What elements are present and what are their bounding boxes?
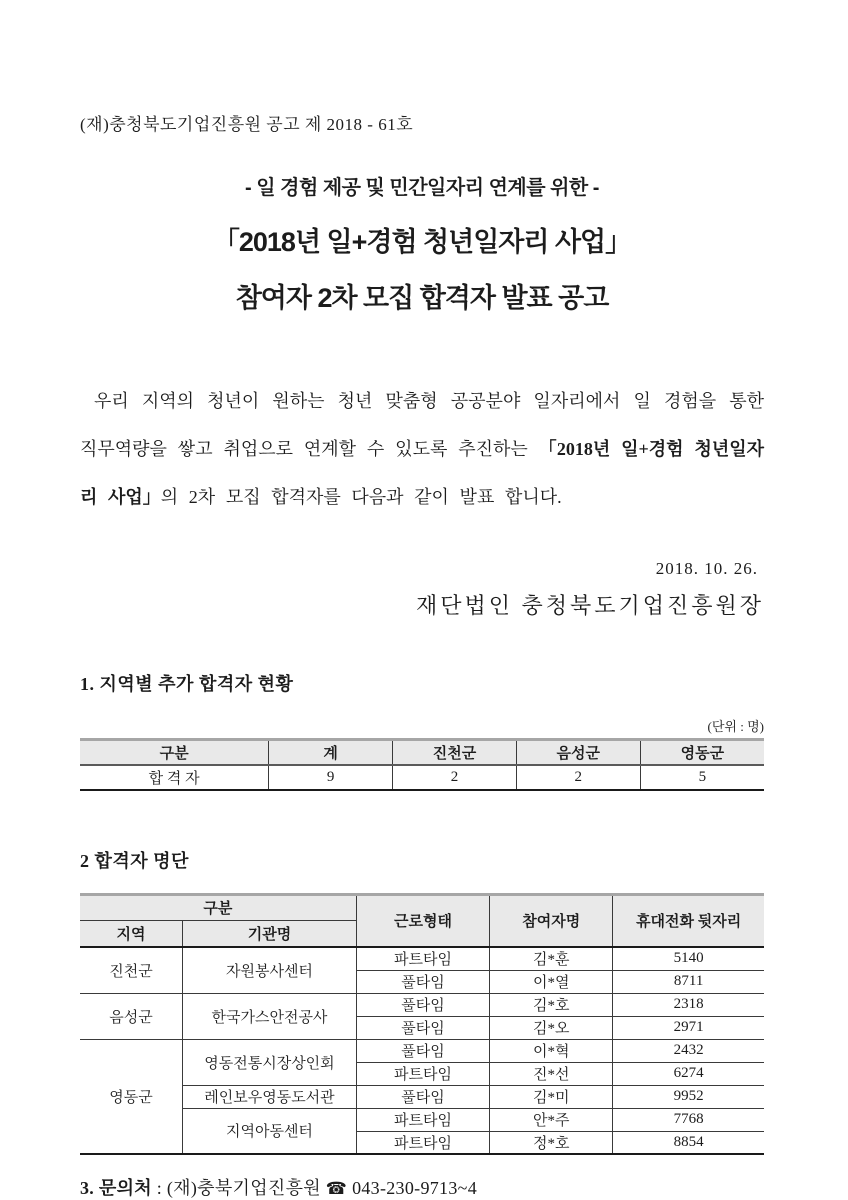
title-block [80, 171, 764, 315]
body-text-post: 의 2차 모집 합격자를 다음과 같이 발표 합니다. [160, 487, 562, 507]
summary-header-total: 계 [269, 740, 393, 765]
pass-list-header-row1 [80, 894, 764, 920]
cell-name: 김*훈 [490, 947, 613, 970]
body-paragraph [80, 377, 764, 521]
header-worktype: 근로형태 [356, 894, 489, 947]
summary-header-yeongdong: 영동군 [640, 740, 764, 765]
cell-name: 이*혁 [490, 1039, 613, 1062]
section2-heading: 2 합격자 명단 [80, 850, 189, 871]
cell-phone: 8854 [613, 1131, 764, 1154]
cell-worktype: 풀타임 [356, 993, 489, 1016]
cell-phone: 5140 [613, 947, 764, 970]
summary-table [80, 738, 764, 791]
cell-phone: 8711 [613, 970, 764, 993]
summary-data-row [80, 765, 764, 790]
cell-org: 레인보우영동도서관 [183, 1085, 357, 1108]
notice-number: (재)충청북도기업진흥원 공고 제 2018 - 61호 [80, 115, 414, 134]
cell-phone: 2432 [613, 1039, 764, 1062]
signer-name: 재단법인 충청북도기업진흥원장 [415, 593, 764, 618]
summary-header-gubun: 구분 [80, 740, 269, 765]
contact-separator: : [151, 1178, 167, 1198]
summary-header-row [80, 740, 764, 765]
cell-name: 정*호 [490, 1131, 613, 1154]
cell-org: 영동전통시장상인회 [183, 1039, 357, 1085]
contact-heading: 3. 문의처 [80, 1178, 152, 1198]
cell-name: 김*호 [490, 993, 613, 1016]
cell-org: 지역아동센터 [183, 1108, 357, 1154]
summary-header-jincheon: 진천군 [393, 740, 517, 765]
title-subtitle: - 일 경험 제공 및 민간일자리 연계를 위한 - [245, 177, 599, 199]
header-org: 기관명 [183, 920, 357, 947]
cell-phone: 7768 [613, 1108, 764, 1131]
cell-name: 안*주 [490, 1108, 613, 1131]
pass-row [80, 1085, 764, 1108]
contact-org: (재)충북기업진흥원 [166, 1178, 326, 1198]
cell-phone: 6274 [613, 1062, 764, 1085]
cell-org: 자원봉사센터 [183, 947, 357, 993]
cell-worktype: 파트타임 [356, 1108, 489, 1131]
pass-row [80, 1108, 764, 1131]
summary-header-eumseong: 음성군 [516, 740, 640, 765]
cell-region: 영동군 [80, 1039, 183, 1154]
cell-worktype: 파트타임 [356, 1062, 489, 1085]
pass-list-table [80, 893, 764, 1156]
cell-phone: 2318 [613, 993, 764, 1016]
cell-phone: 2971 [613, 1016, 764, 1039]
cell-worktype: 파트타임 [356, 947, 489, 970]
cell-worktype: 파트타임 [356, 1131, 489, 1154]
cell-worktype: 풀타임 [356, 1039, 489, 1062]
header-phone: 휴대전화 뒷자리 [613, 894, 764, 947]
title-main-line1: 「2018년 일+경험 청년일자리 사업」 [212, 227, 632, 257]
cell-phone: 9952 [613, 1085, 764, 1108]
cell-name: 김*오 [490, 1016, 613, 1039]
body-text-bold: 「2018년 일+경험 청년일자리 사업」 [80, 439, 764, 507]
cell-region: 진천군 [80, 947, 183, 993]
title-main-line2: 참여자 2차 모집 합격자 발표 공고 [235, 283, 609, 313]
cell-name: 김*미 [490, 1085, 613, 1108]
phone-icon: ☎ [325, 1179, 348, 1199]
contact-line [80, 1174, 764, 1200]
cell-worktype: 풀타임 [356, 1016, 489, 1039]
cell-name: 진*선 [490, 1062, 613, 1085]
summary-value-yeongdong: 5 [640, 765, 764, 790]
body-text-pre: 우리 지역의 청년이 원하는 청년 맞춤형 공공분야 일자리에서 일 경험을 통한 직무역량을 쌓고 취업으로 연계할 수 있도록 추진하는 [80, 391, 764, 459]
cell-region: 음성군 [80, 993, 183, 1039]
section1-heading: 1. 지역별 추가 합격자 현황 [80, 674, 294, 694]
summary-value-jincheon: 2 [393, 765, 517, 790]
summary-value-total: 9 [269, 765, 393, 790]
announcement-date: 2018. 10. 26. [655, 559, 758, 578]
cell-name: 이*열 [490, 970, 613, 993]
unit-note: (단위 : 명) [707, 719, 764, 734]
cell-org: 한국가스안전공사 [183, 993, 357, 1039]
cell-worktype: 풀타임 [356, 1085, 489, 1108]
pass-row [80, 993, 764, 1016]
summary-row-label: 합 격 자 [80, 765, 269, 790]
summary-value-eumseong: 2 [516, 765, 640, 790]
header-gubun: 구분 [80, 894, 356, 920]
cell-worktype: 풀타임 [356, 970, 489, 993]
pass-row [80, 1039, 764, 1062]
header-participant: 참여자명 [490, 894, 613, 947]
contact-phone-number: 043-230-9713~4 [347, 1178, 477, 1198]
pass-row [80, 947, 764, 970]
header-region: 지역 [80, 920, 183, 947]
